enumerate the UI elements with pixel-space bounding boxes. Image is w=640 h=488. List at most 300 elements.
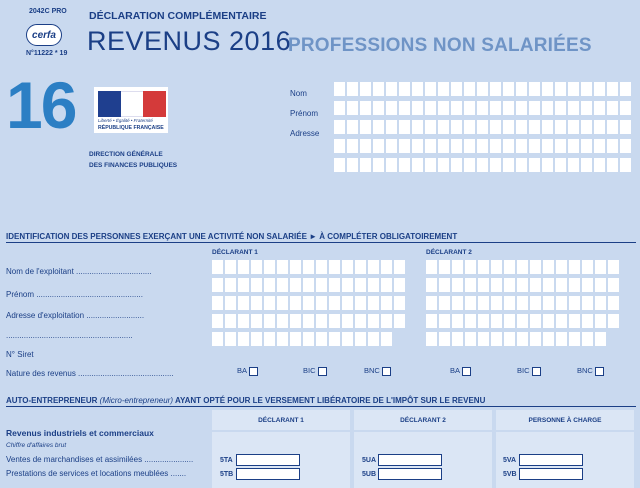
char-box[interactable] xyxy=(595,296,606,310)
char-box[interactable] xyxy=(238,332,249,346)
char-box[interactable] xyxy=(251,332,262,346)
declarant1-ba-checkbox[interactable] xyxy=(249,367,258,376)
char-box[interactable] xyxy=(360,158,371,172)
char-box[interactable] xyxy=(582,260,593,274)
char-box[interactable] xyxy=(465,296,476,310)
char-box[interactable] xyxy=(594,101,605,115)
char-box[interactable] xyxy=(316,260,327,274)
char-box[interactable] xyxy=(581,139,592,153)
char-box[interactable] xyxy=(290,296,301,310)
char-box[interactable] xyxy=(342,278,353,292)
char-box[interactable] xyxy=(542,82,553,96)
char-box[interactable] xyxy=(555,82,566,96)
char-box[interactable] xyxy=(426,296,437,310)
char-box[interactable] xyxy=(555,120,566,134)
char-box[interactable] xyxy=(373,139,384,153)
char-box[interactable] xyxy=(607,158,618,172)
char-box[interactable] xyxy=(529,158,540,172)
char-box[interactable] xyxy=(303,332,314,346)
char-box[interactable] xyxy=(355,332,366,346)
char-box[interactable] xyxy=(620,139,631,153)
declarant1-bnc: BNC xyxy=(364,366,391,376)
char-box[interactable] xyxy=(212,332,223,346)
char-box[interactable] xyxy=(477,101,488,115)
char-box[interactable] xyxy=(490,101,501,115)
char-box[interactable] xyxy=(555,139,566,153)
char-box[interactable] xyxy=(264,314,275,328)
char-box[interactable] xyxy=(399,158,410,172)
char-box[interactable] xyxy=(334,101,345,115)
char-box[interactable] xyxy=(303,260,314,274)
declarant2-adresse-input[interactable] xyxy=(426,296,619,310)
char-box[interactable] xyxy=(316,278,327,292)
char-box[interactable] xyxy=(360,101,371,115)
char-box[interactable] xyxy=(439,296,450,310)
char-box[interactable] xyxy=(490,158,501,172)
char-box[interactable] xyxy=(451,101,462,115)
char-box[interactable] xyxy=(503,82,514,96)
char-box[interactable] xyxy=(582,296,593,310)
char-box[interactable] xyxy=(238,278,249,292)
char-box[interactable] xyxy=(347,139,358,153)
char-box[interactable] xyxy=(342,260,353,274)
char-box[interactable] xyxy=(542,120,553,134)
char-box[interactable] xyxy=(490,82,501,96)
logo-motto: Liberté • Égalité • Fraternité xyxy=(98,118,153,123)
char-box[interactable] xyxy=(451,139,462,153)
char-box[interactable] xyxy=(386,158,397,172)
char-box[interactable] xyxy=(608,260,619,274)
char-box[interactable] xyxy=(452,296,463,310)
char-box[interactable] xyxy=(412,120,423,134)
char-box[interactable] xyxy=(530,278,541,292)
char-box[interactable] xyxy=(503,120,514,134)
char-box[interactable] xyxy=(452,332,463,346)
char-box[interactable] xyxy=(264,296,275,310)
char-box[interactable] xyxy=(394,260,405,274)
char-box[interactable] xyxy=(264,332,275,346)
char-box[interactable] xyxy=(491,260,502,274)
input-5ua[interactable] xyxy=(378,454,442,466)
char-box[interactable] xyxy=(451,158,462,172)
char-box[interactable] xyxy=(568,82,579,96)
char-box[interactable] xyxy=(386,120,397,134)
char-box[interactable] xyxy=(368,260,379,274)
char-box[interactable] xyxy=(595,278,606,292)
char-box[interactable] xyxy=(607,139,618,153)
char-box[interactable] xyxy=(329,314,340,328)
char-box[interactable] xyxy=(569,278,580,292)
char-box[interactable] xyxy=(386,139,397,153)
char-box[interactable] xyxy=(439,260,450,274)
char-box[interactable] xyxy=(477,158,488,172)
char-box[interactable] xyxy=(425,82,436,96)
char-box[interactable] xyxy=(399,139,410,153)
char-box[interactable] xyxy=(329,332,340,346)
char-box[interactable] xyxy=(594,120,605,134)
char-box[interactable] xyxy=(452,260,463,274)
char-box[interactable] xyxy=(542,139,553,153)
char-box[interactable] xyxy=(542,158,553,172)
char-box[interactable] xyxy=(347,120,358,134)
char-box[interactable] xyxy=(399,101,410,115)
char-box[interactable] xyxy=(342,314,353,328)
char-box[interactable] xyxy=(438,120,449,134)
char-box[interactable] xyxy=(368,278,379,292)
char-box[interactable] xyxy=(373,101,384,115)
char-box[interactable] xyxy=(425,101,436,115)
char-box[interactable] xyxy=(347,101,358,115)
char-box[interactable] xyxy=(477,139,488,153)
char-box[interactable] xyxy=(225,296,236,310)
char-box[interactable] xyxy=(556,314,567,328)
input-5va[interactable] xyxy=(519,454,583,466)
char-box[interactable] xyxy=(543,278,554,292)
char-box[interactable] xyxy=(452,314,463,328)
char-box[interactable] xyxy=(504,314,515,328)
char-box[interactable] xyxy=(290,314,301,328)
char-box[interactable] xyxy=(412,82,423,96)
char-box[interactable] xyxy=(238,314,249,328)
section1-rule xyxy=(6,242,636,243)
char-box[interactable] xyxy=(478,278,489,292)
char-box[interactable] xyxy=(503,101,514,115)
char-box[interactable] xyxy=(504,260,515,274)
char-box[interactable] xyxy=(491,332,502,346)
declarant2-header: DÉCLARANT 2 xyxy=(426,249,472,256)
char-box[interactable] xyxy=(386,82,397,96)
char-box[interactable] xyxy=(290,278,301,292)
code-5ta: 5TA xyxy=(220,457,233,464)
char-box[interactable] xyxy=(251,260,262,274)
char-box[interactable] xyxy=(342,332,353,346)
char-box[interactable] xyxy=(277,314,288,328)
char-box[interactable] xyxy=(386,101,397,115)
char-box[interactable] xyxy=(412,101,423,115)
char-box[interactable] xyxy=(394,278,405,292)
char-box[interactable] xyxy=(491,278,502,292)
adresse-input-line2[interactable] xyxy=(334,139,631,153)
char-box[interactable] xyxy=(439,332,450,346)
char-box[interactable] xyxy=(569,260,580,274)
char-box[interactable] xyxy=(465,260,476,274)
char-box[interactable] xyxy=(381,260,392,274)
char-box[interactable] xyxy=(581,120,592,134)
char-box[interactable] xyxy=(465,278,476,292)
declarant2-bic-checkbox[interactable] xyxy=(532,367,541,376)
char-box[interactable] xyxy=(438,82,449,96)
char-box[interactable] xyxy=(373,82,384,96)
char-box[interactable] xyxy=(608,314,619,328)
char-box[interactable] xyxy=(503,158,514,172)
char-box[interactable] xyxy=(517,314,528,328)
char-box[interactable] xyxy=(607,82,618,96)
char-box[interactable] xyxy=(225,314,236,328)
char-box[interactable] xyxy=(438,139,449,153)
char-box[interactable] xyxy=(451,120,462,134)
char-box[interactable] xyxy=(360,120,371,134)
char-box[interactable] xyxy=(556,260,567,274)
char-box[interactable] xyxy=(569,314,580,328)
char-box[interactable] xyxy=(465,314,476,328)
char-box[interactable] xyxy=(464,158,475,172)
revenus-industriels-title: Revenus industriels et commerciaux xyxy=(6,428,154,438)
char-box[interactable] xyxy=(555,101,566,115)
char-box[interactable] xyxy=(303,314,314,328)
char-box[interactable] xyxy=(329,296,340,310)
char-box[interactable] xyxy=(504,332,515,346)
char-box[interactable] xyxy=(465,332,476,346)
char-box[interactable] xyxy=(381,332,392,346)
char-box[interactable] xyxy=(355,260,366,274)
char-box[interactable] xyxy=(277,332,288,346)
char-box[interactable] xyxy=(517,332,528,346)
declarant1-bnc-checkbox[interactable] xyxy=(382,367,391,376)
char-box[interactable] xyxy=(425,139,436,153)
char-box[interactable] xyxy=(582,314,593,328)
char-box[interactable] xyxy=(543,296,554,310)
char-box[interactable] xyxy=(334,158,345,172)
input-5ta[interactable] xyxy=(236,454,300,466)
char-box[interactable] xyxy=(355,314,366,328)
char-box[interactable] xyxy=(212,314,223,328)
char-box[interactable] xyxy=(607,120,618,134)
char-box[interactable] xyxy=(264,278,275,292)
char-box[interactable] xyxy=(529,101,540,115)
char-box[interactable] xyxy=(477,82,488,96)
char-box[interactable] xyxy=(607,101,618,115)
char-box[interactable] xyxy=(517,260,528,274)
declarant2-ba-checkbox[interactable] xyxy=(462,367,471,376)
char-box[interactable] xyxy=(517,278,528,292)
declarant1-adresse-input2[interactable] xyxy=(212,314,405,328)
char-box[interactable] xyxy=(277,278,288,292)
char-box[interactable] xyxy=(543,332,554,346)
char-box[interactable] xyxy=(264,260,275,274)
char-box[interactable] xyxy=(581,158,592,172)
char-box[interactable] xyxy=(334,120,345,134)
char-box[interactable] xyxy=(556,278,567,292)
char-box[interactable] xyxy=(425,158,436,172)
char-box[interactable] xyxy=(529,82,540,96)
char-box[interactable] xyxy=(620,101,631,115)
char-box[interactable] xyxy=(504,296,515,310)
char-box[interactable] xyxy=(329,260,340,274)
char-box[interactable] xyxy=(251,278,262,292)
char-box[interactable] xyxy=(478,314,489,328)
char-box[interactable] xyxy=(478,296,489,310)
nom-input[interactable] xyxy=(334,82,631,96)
nom-exploitant-label: Nom de l'exploitant .................................. xyxy=(6,267,152,276)
char-box[interactable] xyxy=(517,296,528,310)
prenom-label: Prénom xyxy=(290,109,319,118)
char-box[interactable] xyxy=(529,139,540,153)
char-box[interactable] xyxy=(277,296,288,310)
char-box[interactable] xyxy=(316,332,327,346)
input-5ub[interactable] xyxy=(378,468,442,480)
char-box[interactable] xyxy=(277,260,288,274)
char-box[interactable] xyxy=(620,120,631,134)
char-box[interactable] xyxy=(595,332,606,346)
char-box[interactable] xyxy=(412,158,423,172)
char-box[interactable] xyxy=(569,296,580,310)
declarant2-adresse-input2[interactable] xyxy=(426,314,619,328)
declarant2-bnc-checkbox[interactable] xyxy=(595,367,604,376)
char-box[interactable] xyxy=(490,120,501,134)
form-subtitle: PROFESSIONS NON SALARIÉES xyxy=(288,35,592,56)
adresse-input-line1[interactable] xyxy=(334,120,631,134)
char-box[interactable] xyxy=(582,332,593,346)
char-box[interactable] xyxy=(504,278,515,292)
char-box[interactable] xyxy=(491,296,502,310)
char-box[interactable] xyxy=(490,139,501,153)
declarant1-adresse-input[interactable] xyxy=(212,296,405,310)
char-box[interactable] xyxy=(608,278,619,292)
char-box[interactable] xyxy=(360,82,371,96)
declarant1-bic-checkbox[interactable] xyxy=(318,367,327,376)
char-box[interactable] xyxy=(381,278,392,292)
char-box[interactable] xyxy=(334,82,345,96)
char-box[interactable] xyxy=(394,296,405,310)
char-box[interactable] xyxy=(412,139,423,153)
char-box[interactable] xyxy=(594,82,605,96)
char-box[interactable] xyxy=(582,278,593,292)
char-box[interactable] xyxy=(491,314,502,328)
char-box[interactable] xyxy=(439,278,450,292)
char-box[interactable] xyxy=(329,278,340,292)
char-box[interactable] xyxy=(368,296,379,310)
char-box[interactable] xyxy=(478,332,489,346)
declarant1-prenom-input[interactable] xyxy=(212,278,405,292)
input-5tb[interactable] xyxy=(236,468,300,480)
char-box[interactable] xyxy=(425,120,436,134)
char-box[interactable] xyxy=(464,139,475,153)
char-box[interactable] xyxy=(368,332,379,346)
char-box[interactable] xyxy=(342,296,353,310)
declarant2-nom-input[interactable] xyxy=(426,260,619,274)
char-box[interactable] xyxy=(225,260,236,274)
char-box[interactable] xyxy=(238,296,249,310)
char-box[interactable] xyxy=(347,158,358,172)
char-box[interactable] xyxy=(426,314,437,328)
char-box[interactable] xyxy=(478,260,489,274)
char-box[interactable] xyxy=(477,120,488,134)
char-box[interactable] xyxy=(290,332,301,346)
char-box[interactable] xyxy=(569,332,580,346)
char-box[interactable] xyxy=(594,158,605,172)
char-box[interactable] xyxy=(516,82,527,96)
declarant1-ba: BA xyxy=(237,366,258,376)
char-box[interactable] xyxy=(399,120,410,134)
char-box[interactable] xyxy=(516,139,527,153)
char-box[interactable] xyxy=(543,314,554,328)
char-box[interactable] xyxy=(568,101,579,115)
prenom-input[interactable] xyxy=(334,101,631,115)
char-box[interactable] xyxy=(212,296,223,310)
char-box[interactable] xyxy=(595,260,606,274)
char-box[interactable] xyxy=(426,278,437,292)
char-box[interactable] xyxy=(355,296,366,310)
char-box[interactable] xyxy=(608,296,619,310)
char-box[interactable] xyxy=(530,296,541,310)
input-5vb[interactable] xyxy=(519,468,583,480)
char-box[interactable] xyxy=(464,82,475,96)
char-box[interactable] xyxy=(225,278,236,292)
char-box[interactable] xyxy=(355,278,366,292)
char-box[interactable] xyxy=(399,82,410,96)
char-box[interactable] xyxy=(451,82,462,96)
char-box[interactable] xyxy=(503,139,514,153)
char-box[interactable] xyxy=(212,278,223,292)
char-box[interactable] xyxy=(594,139,605,153)
char-box[interactable] xyxy=(426,332,437,346)
declarant2-siret-input[interactable] xyxy=(426,332,619,346)
char-box[interactable] xyxy=(556,296,567,310)
char-box[interactable] xyxy=(530,314,541,328)
char-box[interactable] xyxy=(464,120,475,134)
char-box[interactable] xyxy=(556,332,567,346)
char-box[interactable] xyxy=(251,296,262,310)
char-box[interactable] xyxy=(316,314,327,328)
char-box[interactable] xyxy=(438,101,449,115)
char-box[interactable] xyxy=(568,158,579,172)
char-box[interactable] xyxy=(452,278,463,292)
char-box[interactable] xyxy=(381,296,392,310)
char-box[interactable] xyxy=(529,120,540,134)
char-box[interactable] xyxy=(316,296,327,310)
char-box[interactable] xyxy=(438,158,449,172)
char-box[interactable] xyxy=(581,82,592,96)
char-box[interactable] xyxy=(426,260,437,274)
char-box[interactable] xyxy=(530,260,541,274)
char-box[interactable] xyxy=(516,120,527,134)
char-box[interactable] xyxy=(581,101,592,115)
char-box[interactable] xyxy=(238,260,249,274)
char-box[interactable] xyxy=(555,158,566,172)
char-box[interactable] xyxy=(368,314,379,328)
adresse-input-line3[interactable] xyxy=(334,158,631,172)
declarant1-siret-input[interactable] xyxy=(212,332,405,346)
char-box[interactable] xyxy=(620,158,631,172)
char-box[interactable] xyxy=(568,120,579,134)
declarant1-nom-input[interactable] xyxy=(212,260,405,274)
char-box[interactable] xyxy=(225,332,236,346)
char-box[interactable] xyxy=(251,314,262,328)
char-box[interactable] xyxy=(516,158,527,172)
char-box[interactable] xyxy=(542,101,553,115)
char-box[interactable] xyxy=(568,139,579,153)
char-box[interactable] xyxy=(212,260,223,274)
char-box[interactable] xyxy=(530,332,541,346)
declarant2-prenom-input[interactable] xyxy=(426,278,619,292)
char-box[interactable] xyxy=(595,314,606,328)
char-box[interactable] xyxy=(394,314,405,328)
char-box[interactable] xyxy=(439,314,450,328)
char-box[interactable] xyxy=(303,296,314,310)
char-box[interactable] xyxy=(516,101,527,115)
char-box[interactable] xyxy=(373,120,384,134)
char-box[interactable] xyxy=(373,158,384,172)
char-box[interactable] xyxy=(334,139,345,153)
char-box[interactable] xyxy=(290,260,301,274)
char-box[interactable] xyxy=(620,82,631,96)
char-box[interactable] xyxy=(464,101,475,115)
char-box[interactable] xyxy=(360,139,371,153)
char-box[interactable] xyxy=(347,82,358,96)
char-box[interactable] xyxy=(381,314,392,328)
char-box[interactable] xyxy=(303,278,314,292)
char-box[interactable] xyxy=(543,260,554,274)
